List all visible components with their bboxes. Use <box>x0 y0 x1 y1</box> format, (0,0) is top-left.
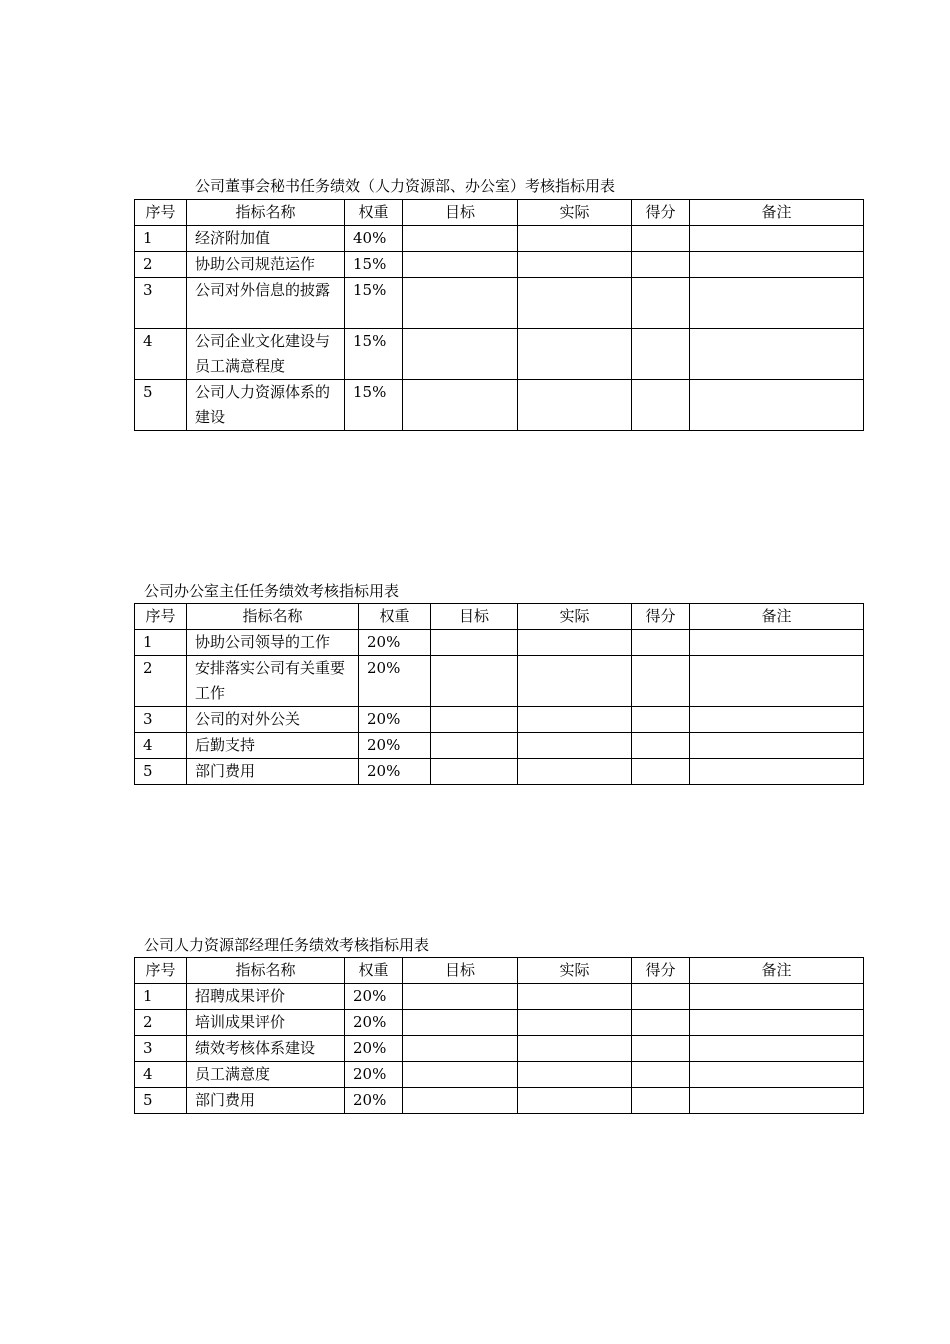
actual-cell[interactable] <box>518 707 632 733</box>
table-3 <box>134 957 864 1114</box>
table-row <box>135 226 864 252</box>
header-remark: 备注 <box>690 604 864 630</box>
header-name: 指标名称 <box>187 958 345 984</box>
header-name: 指标名称 <box>187 604 359 630</box>
actual-cell[interactable] <box>518 630 632 656</box>
row-name: 协助公司规范运作 <box>187 252 345 278</box>
row-no: 4 <box>135 329 187 380</box>
row-name: 培训成果评价 <box>187 1010 345 1036</box>
score-cell[interactable] <box>632 984 690 1010</box>
table-row <box>135 1062 864 1088</box>
remark-cell[interactable] <box>690 380 864 431</box>
target-cell[interactable] <box>403 329 518 380</box>
table-row <box>135 380 864 431</box>
row-no: 2 <box>135 1010 187 1036</box>
row-name: 绩效考核体系建设 <box>187 1036 345 1062</box>
row-weight: 20% <box>359 733 431 759</box>
row-no: 3 <box>135 1036 187 1062</box>
score-cell[interactable] <box>632 630 690 656</box>
header-weight: 权重 <box>359 604 431 630</box>
row-weight: 15% <box>345 252 403 278</box>
header-actual: 实际 <box>518 958 632 984</box>
actual-cell[interactable] <box>518 1062 632 1088</box>
row-weight: 20% <box>345 984 403 1010</box>
score-cell[interactable] <box>632 278 690 329</box>
target-cell[interactable] <box>403 984 518 1010</box>
row-no: 2 <box>135 656 187 707</box>
score-cell[interactable] <box>632 1088 690 1114</box>
row-name: 招聘成果评价 <box>187 984 345 1010</box>
actual-cell[interactable] <box>518 1088 632 1114</box>
remark-cell[interactable] <box>690 1036 864 1062</box>
header-target: 目标 <box>403 200 518 226</box>
row-weight: 15% <box>345 329 403 380</box>
row-no: 1 <box>135 984 187 1010</box>
row-name: 部门费用 <box>187 1088 345 1114</box>
table-row <box>135 1088 864 1114</box>
actual-cell[interactable] <box>518 984 632 1010</box>
table-row <box>135 278 864 329</box>
header-remark: 备注 <box>690 200 864 226</box>
score-cell[interactable] <box>632 1036 690 1062</box>
row-weight: 20% <box>359 707 431 733</box>
score-cell[interactable] <box>632 252 690 278</box>
row-no: 3 <box>135 707 187 733</box>
row-weight: 20% <box>359 656 431 707</box>
remark-cell[interactable] <box>690 252 864 278</box>
target-cell[interactable] <box>431 707 518 733</box>
actual-cell[interactable] <box>518 278 632 329</box>
table-row <box>135 707 864 733</box>
remark-cell[interactable] <box>690 707 864 733</box>
row-weight: 15% <box>345 380 403 431</box>
row-name: 协助公司领导的工作 <box>187 630 359 656</box>
row-weight: 20% <box>345 1088 403 1114</box>
row-no: 5 <box>135 1088 187 1114</box>
row-weight: 20% <box>345 1036 403 1062</box>
row-name: 公司对外信息的披露 <box>187 278 345 329</box>
row-name: 公司人力资源体系的建设 <box>187 380 345 431</box>
header-remark: 备注 <box>690 958 864 984</box>
table-row <box>135 984 864 1010</box>
row-name: 员工满意度 <box>187 1062 345 1088</box>
row-no: 4 <box>135 1062 187 1088</box>
header-no: 序号 <box>135 958 187 984</box>
row-name: 部门费用 <box>187 759 359 785</box>
target-cell[interactable] <box>403 1088 518 1114</box>
score-cell[interactable] <box>632 1062 690 1088</box>
header-score: 得分 <box>632 958 690 984</box>
header-no: 序号 <box>135 604 187 630</box>
table-row <box>135 1010 864 1036</box>
header-actual: 实际 <box>518 604 632 630</box>
target-cell[interactable] <box>403 1036 518 1062</box>
remark-cell[interactable] <box>690 630 864 656</box>
table-3-caption: 公司人力资源部经理任务绩效考核指标用表 <box>144 936 430 954</box>
header-no: 序号 <box>135 200 187 226</box>
row-no: 5 <box>135 759 187 785</box>
score-cell[interactable] <box>632 656 690 707</box>
target-cell[interactable] <box>403 380 518 431</box>
row-weight: 20% <box>345 1010 403 1036</box>
table-row <box>135 252 864 278</box>
row-weight: 15% <box>345 278 403 329</box>
header-actual: 实际 <box>518 200 632 226</box>
actual-cell[interactable] <box>518 1010 632 1036</box>
table-row <box>135 1036 864 1062</box>
actual-cell[interactable] <box>518 380 632 431</box>
target-cell[interactable] <box>431 733 518 759</box>
score-cell[interactable] <box>632 1010 690 1036</box>
header-target: 目标 <box>403 958 518 984</box>
row-name: 安排落实公司有关重要工作 <box>187 656 359 707</box>
row-no: 3 <box>135 278 187 329</box>
table-header-row <box>135 200 864 226</box>
row-no: 1 <box>135 630 187 656</box>
score-cell[interactable] <box>632 380 690 431</box>
remark-cell[interactable] <box>690 656 864 707</box>
actual-cell[interactable] <box>518 733 632 759</box>
row-weight: 20% <box>345 1062 403 1088</box>
header-score: 得分 <box>632 200 690 226</box>
table-row <box>135 759 864 785</box>
score-cell[interactable] <box>632 759 690 785</box>
target-cell[interactable] <box>431 759 518 785</box>
row-name: 后勤支持 <box>187 733 359 759</box>
table-header-row <box>135 958 864 984</box>
header-weight: 权重 <box>345 958 403 984</box>
row-no: 2 <box>135 252 187 278</box>
remark-cell[interactable] <box>690 226 864 252</box>
target-cell[interactable] <box>431 656 518 707</box>
table-row <box>135 733 864 759</box>
target-cell[interactable] <box>403 1062 518 1088</box>
actual-cell[interactable] <box>518 1036 632 1062</box>
table-row <box>135 656 864 707</box>
table-header-row <box>135 604 864 630</box>
table-1-caption: 公司董事会秘书任务绩效（人力资源部、办公室）考核指标用表 <box>195 177 616 195</box>
actual-cell[interactable] <box>518 759 632 785</box>
row-name: 公司的对外公关 <box>187 707 359 733</box>
actual-cell[interactable] <box>518 329 632 380</box>
remark-cell[interactable] <box>690 733 864 759</box>
remark-cell[interactable] <box>690 278 864 329</box>
row-name: 公司企业文化建设与员工满意程度 <box>187 329 345 380</box>
header-name: 指标名称 <box>187 200 345 226</box>
target-cell[interactable] <box>403 1010 518 1036</box>
row-weight: 20% <box>359 630 431 656</box>
remark-cell[interactable] <box>690 1010 864 1036</box>
table-2 <box>134 603 864 785</box>
actual-cell[interactable] <box>518 252 632 278</box>
remark-cell[interactable] <box>690 984 864 1010</box>
score-cell[interactable] <box>632 226 690 252</box>
row-no: 4 <box>135 733 187 759</box>
score-cell[interactable] <box>632 707 690 733</box>
score-cell[interactable] <box>632 733 690 759</box>
row-name: 经济附加值 <box>187 226 345 252</box>
remark-cell[interactable] <box>690 1088 864 1114</box>
header-weight: 权重 <box>345 200 403 226</box>
table-2-caption: 公司办公室主任任务绩效考核指标用表 <box>144 582 400 600</box>
target-cell[interactable] <box>403 226 518 252</box>
actual-cell[interactable] <box>518 656 632 707</box>
remark-cell[interactable] <box>690 1062 864 1088</box>
actual-cell[interactable] <box>518 226 632 252</box>
header-score: 得分 <box>632 604 690 630</box>
header-target: 目标 <box>431 604 518 630</box>
target-cell[interactable] <box>431 630 518 656</box>
remark-cell[interactable] <box>690 759 864 785</box>
target-cell[interactable] <box>403 278 518 329</box>
score-cell[interactable] <box>632 329 690 380</box>
table-row <box>135 630 864 656</box>
table-row <box>135 329 864 380</box>
remark-cell[interactable] <box>690 329 864 380</box>
row-no: 1 <box>135 226 187 252</box>
row-weight: 20% <box>359 759 431 785</box>
target-cell[interactable] <box>403 252 518 278</box>
row-weight: 40% <box>345 226 403 252</box>
row-no: 5 <box>135 380 187 431</box>
table-1 <box>134 199 864 431</box>
